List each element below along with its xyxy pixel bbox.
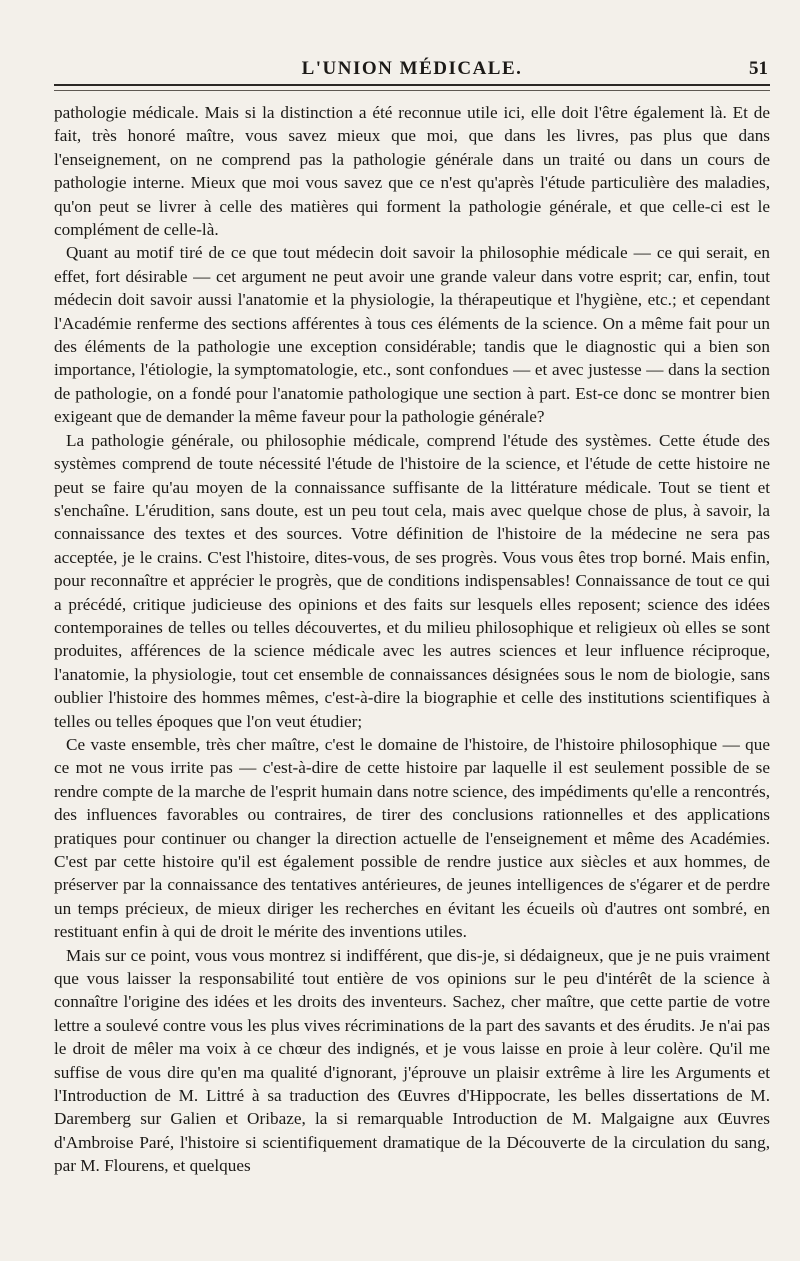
paragraph-5: Mais sur ce point, vous vous montrez si indifférent, que dis-je, si dédaigneux, que je ne puis vraiment que vous laisser la responsabilité tout entière de vos opinions sur le peu d'intérêt de la science à connaître l'origine des idées et les droits des inventeurs. Sachez, cher maître, que cette partie de votre lettre a soulevé contre vous les plus vives récriminations de la part des savants et des érudits. Je n'ai pas le droit de mêler ma voix à ce chœur des indignés, et je vous laisse en proie à leur colère. Qu'il me suffise de vous dire qu'en ma qualité d'ignorant, j'éprouve un plaisir extrême à lire les Arguments et l'Introduction de M. Littré à sa traduction des Œuvres d'Hippocrate, les belles dissertations de M. Daremberg sur Galien et Oribaze, la si remarquable Introduction de M. Malgaigne aux Œuvres d'Ambroise Paré, l'histoire si scientifiquement dramatique de la Découverte de la circulation du sang, par M. Flourens, et quelques [54,945,770,1176]
header-rule [54,90,770,91]
paragraph-1: pathologie médicale. Mais si la distinction a été reconnue utile ici, elle doit l'être également là. Et de fait, très honoré maître, vous savez mieux que moi, que dans les livres, pas plus que dans l'enseignement, on ne comprend pas la pathologie générale dans un traité ou dans un cours de pathologie interne. Mieux que moi vous savez que ce n'est qu'après l'étude particulière des maladies, qu'on peut se livrer à celle des matières qui forment la pathologie générale, et que celle-ci est le complément de celle-là. [54,103,770,240]
page-header [54,52,770,86]
article-body [54,101,770,1178]
paragraph-3: La pathologie générale, ou philosophie médicale, comprend l'étude des systèmes. Cette étude des systèmes comprend de toute nécessité l'étude de l'histoire de la science, et l'étude de cette histoire ne peut se faire qu'au moyen de la connaissance suffisante de la littérature médicale. Tout se tient et s'enchaîne. L'érudition, sans doute, est un peu tout cela, mais avec quelque chose de plus, à savoir, la connaissance des textes et des sources. Votre définition de l'histoire de la médecine ne sera pas acceptée, je le crains. C'est l'histoire, dites-vous, de ses progrès. Vous vous êtes trop borné. Mais enfin, pour reconnaître et apprécier le progrès, que de conditions indispensables! Connaissance de tout ce qui a précédé, critique judicieuse des opinions et des faits sur lesquels elles reposent; science des idées contemporaines de telles ou telles découvertes, et du milieu philosophique et religieux où elles se sont produites, afférences de la science médicale avec les autres sciences et leur influence réciproque, l'anatomie, la physiologie, tout cet ensemble de connaissances désignées sous le nom de biologie, sans oublier l'histoire des hommes mêmes, c'est-à-dire la biographie et celle des institutions scientifiques à telles ou telles époques que l'on veut étudier; [54,430,770,731]
page-number: 51 [749,58,768,79]
running-title: L'UNION MÉDICALE. [301,58,523,79]
paragraph-4: Ce vaste ensemble, très cher maître, c'est le domaine de l'histoire, de l'histoire philosophique — que ce mot ne vous irrite pas — c'est-à-dire de cette histoire par laquelle il est seulement possible de se rendre compte de la marche de l'esprit humain dans notre science, des impédiments qu'elle a rencontrés, des influences favorables ou contraires, de tirer des conclusions rationnelles et des applications pratiques pour continuer ou changer la direction actuelle de l'enseignement et même des Académies. C'est par cette histoire qu'il est également possible de rendre justice aux siècles et aux hommes, de préserver par la connaissance des tentatives antérieures, de jeunes intelligences de s'égarer et de perdre un temps précieux, de mieux diriger les recherches en évitant les écueils où d'autres ont sombré, en restituant enfin à qui de droit le mérite des inventions utiles. [54,734,770,942]
paragraph-2: Quant au motif tiré de ce que tout médecin doit savoir la philosophie médicale — ce qui serait, en effet, fort désirable — cet argument ne peut avoir une grande valeur dans votre esprit; car, enfin, tout médecin doit savoir aussi l'anatomie et la physiologie, la thérapeutique et l'hygiène, etc.; et cependant l'Académie renferme des sections afférentes à tous ces éléments de la science. On a même fait pour un des éléments de la pathologie une exception considérable; tandis que le diagnostic qui a bien son importance, l'étiologie, la symptomatologie, etc., sont confondues — et avec justesse — dans la section de pathologie, on a fondé pour l'anatomie pathologique une section à part. Est-ce donc se montrer bien exigeant que de demander la même faveur pour la pathologie générale? [54,243,770,427]
